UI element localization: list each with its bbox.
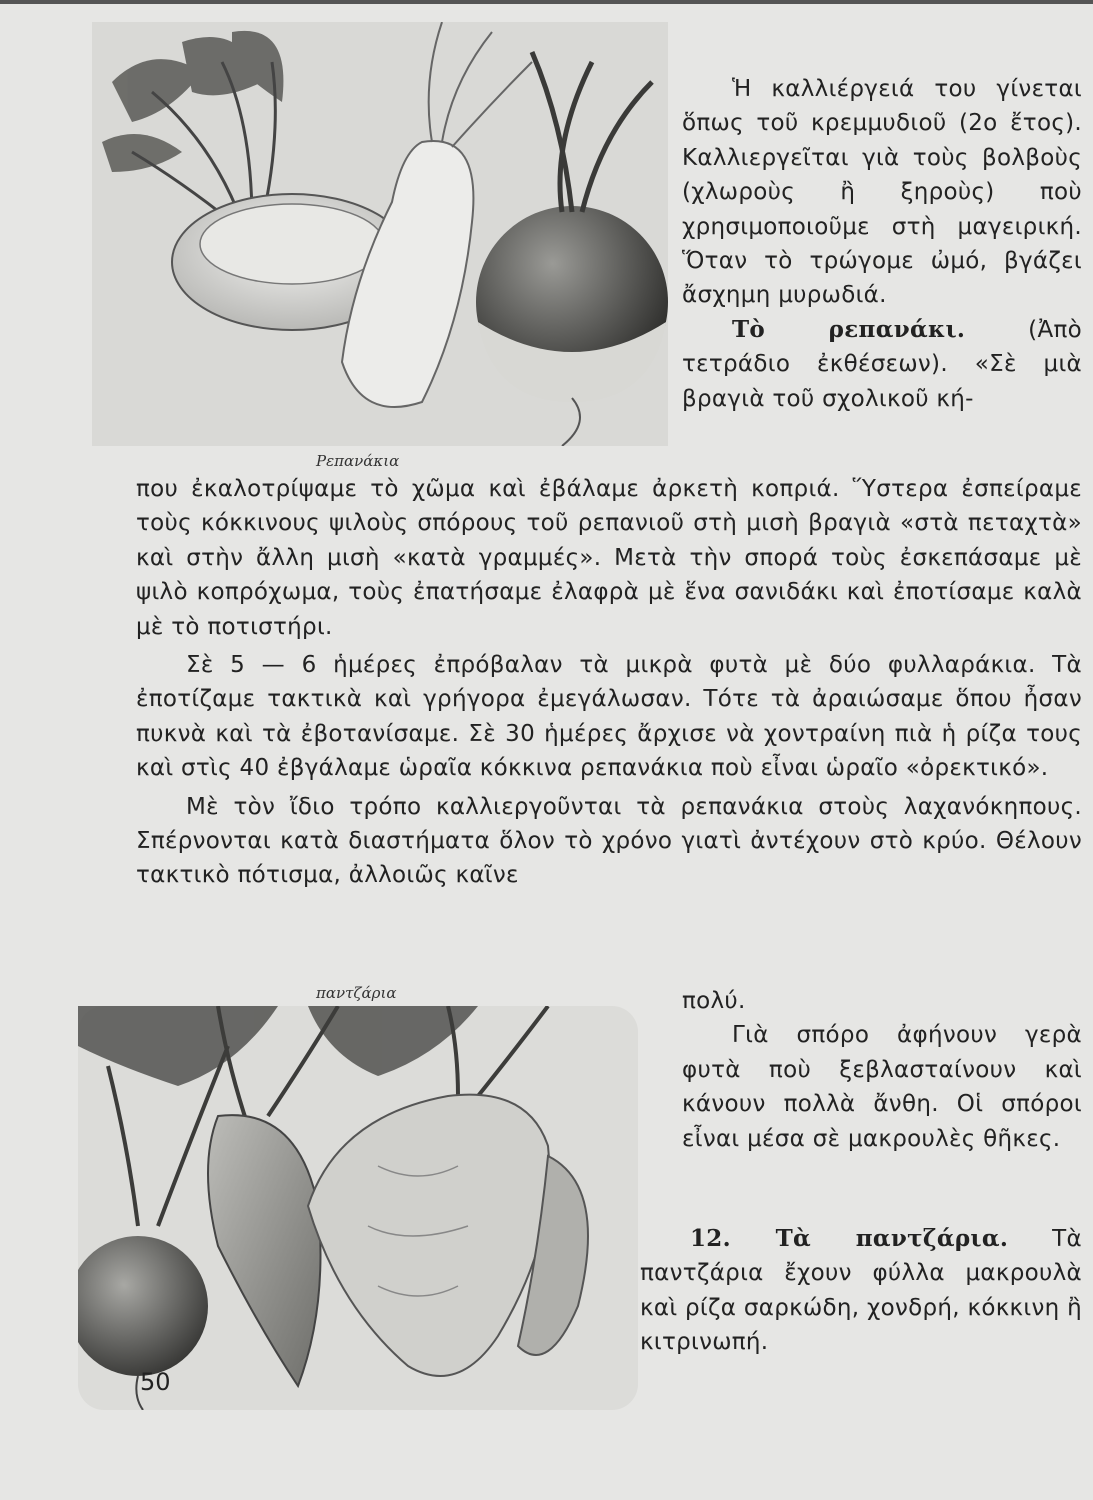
paragraph: Μὲ τὸν ἴδιο τρόπο καλλιεργοῦνται τὰ ρεπανάκια στοὺς λαχανόκηπους. Σπέρνονται κατὰ διαστήματα ὅλον τὸ χρόνο γιατὶ ἀντέχουν στὸ κρύο. Θέλουν τακτικὸ πότισμα, ἀλλοιῶς καῖνε: [136, 793, 1082, 889]
paragraph: πολύ.: [682, 988, 746, 1014]
paragraph: [682, 313, 1082, 416]
section-heading: Τὸ ρεπανάκι.: [732, 315, 966, 343]
paragraph: Σὲ 5 — 6 ἡμέρες ἐπρόβαλαν τὰ μικρὰ φυτὰ μὲ δύο φυλλαράκια. Τὰ ἐποτίζαμε τακτικὰ καὶ γρήγορα ἐμεγάλωσαν. Τότε τὰ ἀραιώσαμε ὅπου ἦσαν πυκνὰ καὶ τὰ ἐβοτανίσαμε. Σὲ 30 ἡμέρες ἄρχισε νὰ χοντραίνη πιὰ ἡ ρίζα τους καὶ στὶς 40 ἐβγάλαμε ὡραῖα κόκκινα ρεπανάκια ποὺ εἶναι ὡραῖο «ὀρεκτικό».: [136, 652, 1082, 782]
paragraph-text: (Ἀπὸ τετράδιο ἐκθέσεων). «Σὲ μιὰ βραγιὰ τοῦ σχολικοῦ κή-: [682, 316, 1082, 412]
paragraph-text: Τὰ παντζάρια ἔχουν φύλλα μακρουλὰ καὶ ρίζα σαρκώδη, χονδρή, κόκκινη ἢ κιτρινωπή.: [640, 1226, 1083, 1356]
page-number: 50: [140, 1368, 171, 1396]
paragraph: Γιὰ σπόρο ἀφήνουν γερὰ φυτὰ ποὺ ξεβλασταίνουν καὶ κάνουν πολλὰ ἄνθη. Οἱ σπόροι εἶναι μέσα σὲ μακρουλὲς θῆκες.: [682, 1022, 1082, 1152]
figure-caption: Ρεπανάκια: [316, 452, 400, 470]
text-block-intro: [682, 72, 1082, 416]
paragraph: που ἐκαλοτρίψαμε τὸ χῶμα καὶ ἐβάλαμε ἀρκετὴ κοπριά. Ὕστερα ἐσπείραμε τοὺς κόκκινους ψιλοὺς σπόρους τοῦ ρεπανιοῦ στὴ μισὴ βραγιὰ «στὰ πεταχτὰ» καὶ στὴν ἄλλη μισὴ «κατὰ γραμμές». Μετὰ τὴν σπορά τοὺς ἐσκεπάσαμε μὲ ψιλὸ κοπρόχωμα, τοὺς ἐπατήσαμε ἐλαφρὰ μὲ ἕνα σανιδάκι καὶ ἐποτίσαμε καλὰ μὲ τὸ ποτιστήρι.: [136, 476, 1082, 640]
text-block-main: [136, 472, 1082, 893]
paragraph: Ἡ καλλιέργειά του γίνεται ὅπως τοῦ κρεμμυδιοῦ (2ο ἔτος). Καλλιεργεῖται γιὰ τοὺς βολβοὺς (χλωροὺς ἢ ξηροὺς) ποὺ χρησιμοποιοῦμε στὴ μαγειρική. Ὅταν τὸ τρώγομε ὠμό, βγάζει ἄσχημη μυρωδιά.: [682, 76, 1082, 309]
figure-caption: παντζάρια: [316, 984, 397, 1002]
text-block-seed: [682, 984, 1082, 1156]
beet-illustration: [78, 1006, 638, 1410]
paragraph: [640, 1222, 1082, 1360]
radish-illustration: [92, 22, 668, 446]
text-block-beets: [640, 1222, 1082, 1360]
page-top-edge: [0, 0, 1093, 4]
section-heading: 12. Τὰ παντζάρια.: [690, 1225, 1009, 1252]
